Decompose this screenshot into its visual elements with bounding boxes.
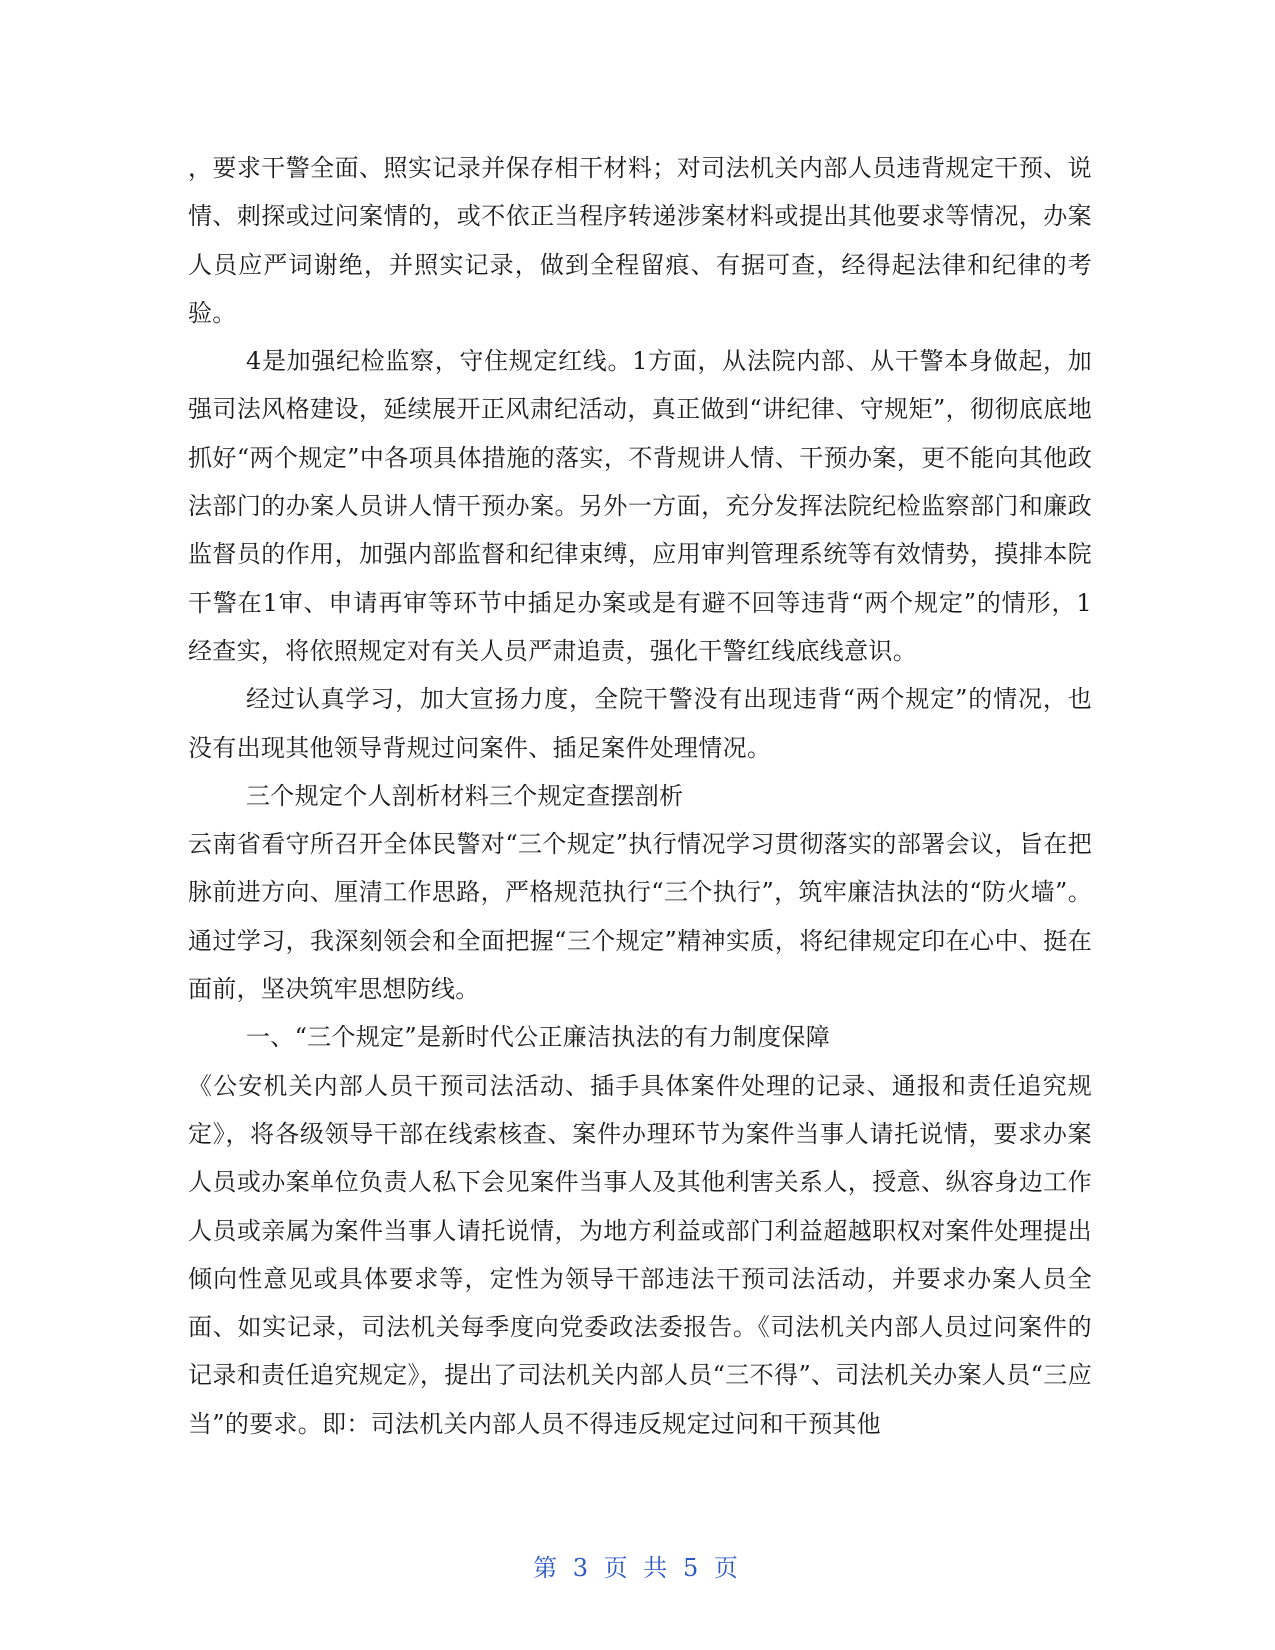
- paragraph: ，要求干警全面、照实记录并保存相干材料；对司法机关内部人员违背规定干预、说情、刺探或过问案情的，或不依正当程序转递涉案材料或提出其他要求等情况，办案人员应严词谢绝，并照实记录，做到全程留痕、有据可查，经得起法律和纪律的考验。: [188, 154, 1092, 327]
- section-heading: 三个规定个人剖析材料三个规定查摆剖析: [246, 781, 684, 810]
- paragraph: 4是加强纪检监察，守住规定红线。1方面，从法院内部、从干警本身做起，加强司法风格建设，延续展开正风肃纪活动，真正做到“讲纪律、守规矩”，彻彻底底地抓好“两个规定”中各项具体措施的落实，不背规讲人情、干预办案，更不能向其他政法部门的办案人员讲人情干预办案。另外一方面，充分发挥法院纪检监察部门和廉政监督员的作用，加强内部监督和纪律束缚，应用审判管理系统等有效情势，摸排本院干警在1审、申请再审等环节中插足办案或是有避不回等违背“两个规定”的情形，1经查实，将依照规定对有关人员严肃追责，强化干警红线底线意识。: [188, 347, 1092, 665]
- paragraph: 《公安机关内部人员干预司法活动、插手具体案件处理的记录、通报和责任追究规定》，将各级领导干部在线索核查、案件办理环节为案件当事人请托说情，要求办案人员或办案单位负责人私下会见案件当事人及其他利害关系人，授意、纵容身边工作人员或亲属为案件当事人请托说情，为地方利益或部门利益超越职权对案件处理提出倾向性意见或具体要求等，定性为领导干部违法干预司法活动，并要求办案人员全面、如实记录，司法机关每季度向党委政法委报告。《司法机关内部人员过问案件的记录和责任追究规定》，提出了司法机关内部人员“三不得”、司法机关办案人员“三应当”的要求。即：司法机关内部人员不得违反规定过问和干预其他: [188, 1071, 1092, 1438]
- paragraph: 云南省看守所召开全体民警对“三个规定”执行情况学习贯彻落实的部署会议，旨在把脉前进方向、厘清工作思路，严格规范执行“三个执行”，筑牢廉洁执法的“防火墙”。通过学习，我深刻领会和全面把握“三个规定”精神实质，将纪律规定印在心中、挺在面前，坚决筑牢思想防线。: [188, 830, 1092, 1004]
- paragraph: 经过认真学习，加大宣扬力度，全院干警没有出现违背“两个规定”的情况，也没有出现其他领导背规过问案件、插足案件处理情况。: [188, 685, 1092, 762]
- section-heading: 一、“三个规定”是新时代公正廉洁执法的有力制度保障: [246, 1023, 831, 1052]
- page-number-footer: 第 3 页 共 5 页: [533, 1554, 742, 1582]
- document-body: [188, 144, 1092, 1448]
